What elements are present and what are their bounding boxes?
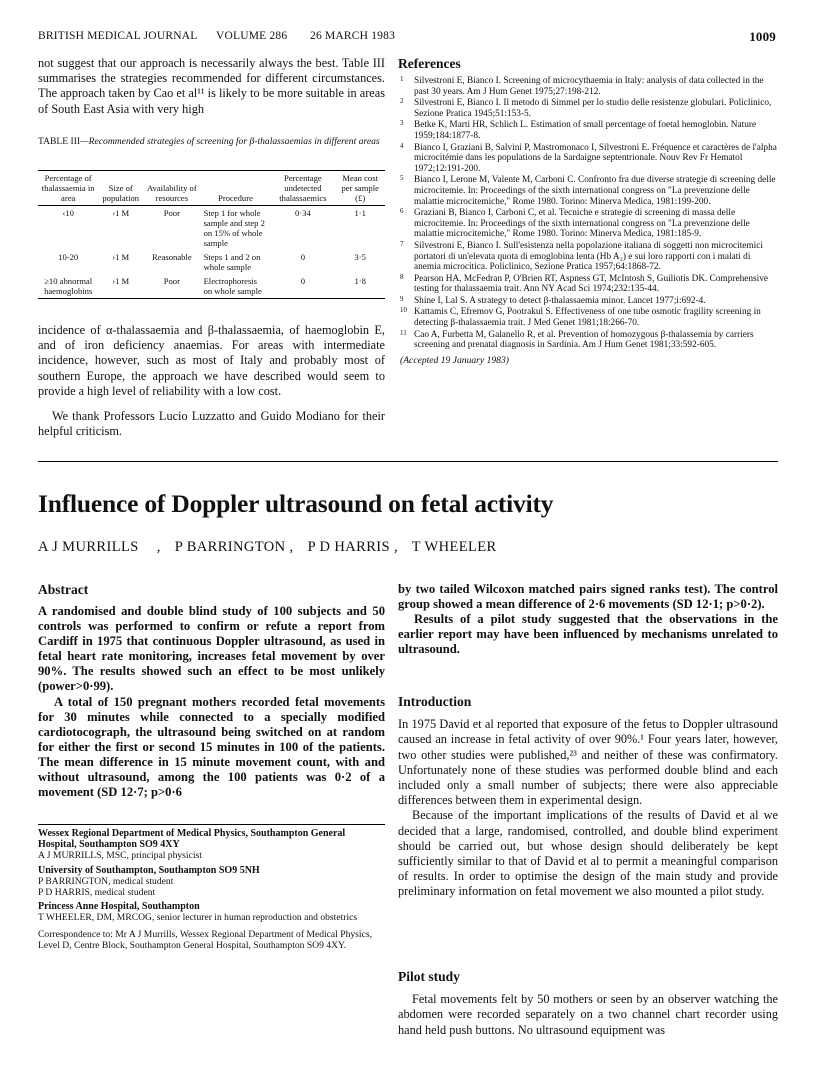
table-cell: 3·5 [354, 252, 366, 262]
table-cell: Step 1 for whole sample and step 2 on 15% of whole sample [203, 208, 265, 248]
reference-item [398, 98, 778, 119]
col-header: Procedure [201, 171, 271, 206]
person: A J MURRILLS, MSC, principal physicist [38, 850, 202, 862]
table-cell: Poor [163, 208, 180, 218]
reference-text: Silvestroni E, Bianco I. Sull'esistenza nella popolazione italiana di soggetti non microcitemici portatori di un'elevata quota di emoglobina lenta (Hb A₂) e sui loro rapporti con i malati di anemia microcitica. Policlinico, Sezione Pratica 1957;64:1868-72. [414, 240, 763, 273]
reference-item [398, 120, 778, 141]
reference-text: Bianco I, Graziani B, Salvini P, Mastromonaco I, Silvestroni E. Fréquence et caractères de l'alpha microcitémie dans les populations de la Sardaigne septentrionale. Nouv Rev Fr Hematol 1972;12:191-200. [414, 142, 777, 174]
strategy-table [38, 170, 385, 299]
reference-text: Graziani B, Bianco I, Carboni C, et al. Tecniche e strategie di screening di massa delle microcitemie. In: Proceedings of the sixth international congress on "La prevenzione delle malattie microcitemiche," Rome 1980. Torino: Minerva Medica, 1981:185-9. [414, 208, 750, 240]
table-cell: 0 [300, 252, 306, 262]
table-row [38, 250, 385, 274]
table-caption [38, 136, 385, 148]
issue-date: 26 MARCH 1983 [310, 30, 396, 42]
reference-number: 11 [400, 328, 407, 337]
col-header: Mean cost per sample (£) [335, 171, 385, 206]
col-header: Availability of resources [143, 171, 200, 206]
author: A J MURRILLS [38, 539, 139, 555]
col-header: Percentage undetected thalassaemics [270, 171, 335, 206]
abstract-section [38, 582, 385, 800]
table-cell: ≥10 abnormal haemoglobins [38, 274, 98, 299]
journal-volume: VOLUME 286 [216, 30, 288, 42]
pilot-study-section [398, 969, 778, 1038]
reference-item [398, 274, 778, 295]
affiliation [38, 865, 385, 899]
intro-para: In 1975 David et al reported that exposure of the fetus to Doppler ultrasound caused an increase in fetal activity of over 90%.¹ Four years later, however, two other studies were published,²³ and neither of these was confirmatory. Unfortunately none of these studies was performed double blind and each included only a small number of subjects; there were also appreciable differences between them in experimental design. [398, 717, 778, 808]
table-cell: Reasonable [152, 252, 192, 262]
affiliation [38, 828, 385, 862]
table-cell: 1·1 [354, 208, 366, 218]
abstract-heading: Abstract [38, 582, 89, 597]
abstract-continuation [398, 582, 778, 657]
reference-item [398, 76, 778, 97]
col-header: Size of population [98, 171, 143, 206]
article-title: Influence of Doppler ultrasound on fetal activity [38, 489, 554, 518]
author-list: A J MURRILLS , P BARRINGTON , P D HARRIS , T WHEELER [38, 539, 497, 555]
acknowledgements: We thank Professors Lucio Luzzatto and Guido Modiano for their helpful criticism. [38, 409, 385, 439]
page-number: 1009 [749, 29, 776, 44]
author: P BARRINGTON [174, 539, 286, 555]
col-header: Percentage of thalassaemia in area [38, 171, 98, 206]
references-list [398, 76, 778, 351]
reference-item [398, 296, 778, 307]
reference-item [398, 330, 778, 351]
institution: University of Southampton, Southampton SO9 5NH [38, 864, 260, 876]
person: T WHEELER, DM, MRCOG, senior lecturer in human reproduction and obstetrics [38, 912, 358, 924]
reference-number: 2 [400, 97, 404, 106]
table-row [38, 206, 385, 251]
reference-text: Betke K, Marti HR, Schlich L. Estimation of small percentage of foetal hemoglobin. Nature 1959;184:1877-8. [414, 120, 757, 141]
person: P BARRINGTON, medical student [38, 875, 174, 887]
table-cell: Poor [143, 274, 200, 299]
reference-number: 7 [400, 239, 404, 248]
table-cell: ›1 M [98, 274, 143, 299]
pilot-para: Fetal movements felt by 50 mothers or seen by an observer watching the abdomen were recorded separately on a two channel chart recorder using hand held push buttons. No ultrasound equipment was [398, 992, 778, 1037]
intro-para: Because of the important implications of the results of David et al we decided that a large, randomised, controlled, and double blind experiment should be carried out, but whose design should deliberately be kept sufficiently similar to that of David et al to permit a meaningful comparison of results. In order to optimise the design of the main study and provide preliminary information on fetal movement we also mounted a pilot study. [398, 808, 778, 899]
table-cell: Electrophoresis on whole sample [201, 274, 271, 299]
table-cell: ›1 M [112, 208, 130, 218]
table-cell: 10-20 [58, 252, 79, 262]
reference-number: 10 [400, 306, 407, 315]
reference-item [398, 208, 778, 240]
table-caption-label: TABLE III [38, 136, 81, 147]
table-cell: ›1 M [112, 252, 130, 262]
abstract-para: Results of a pilot study suggested that the observations in the earlier report may have been influenced by mechanisms unrelated to ultrasound. [398, 612, 778, 657]
reference-item [398, 241, 778, 273]
table-caption-text: —Recommended strategies of screening for β-thalassaemias in different areas [80, 136, 380, 147]
reference-text: Bianco I, Lerone M, Valente M, Carboni C. Confronto fra due diverse strategie di screening delle microcitemie. In: Proceedings of the sixth international congress on "La prevenzione delle malattie microcitemiche," Rome 1980. Torino: Minerva Medica, 1981:199-200. [414, 175, 776, 207]
references-section [398, 56, 778, 366]
affiliations-rule [38, 824, 385, 825]
prev-article-para1: not suggest that our approach is necessarily always the best. Table III summarises the strategies recommended for different circumstances. The approach taken by Cao et al¹¹ is likely to be more suitable in areas of South East Asia with very high [38, 56, 385, 116]
table-cell: 0 [270, 274, 335, 299]
table-header-row [38, 171, 385, 206]
reference-text: Cao A, Furbetta M, Galanello R, et al. Prevention of homozygous β-thalassemia by carriers screening and prenatal diagnosis in Sardinia. Am J Hum Genet 1981;33:592-605. [414, 329, 754, 351]
reference-item [398, 175, 778, 207]
reference-number: 9 [400, 294, 404, 303]
reference-text: Kattamis C, Efremov G, Pootrakul S. Effectiveness of one tube osmotic fragility screening in detecting β-thalassaemia trait. J Med Genet 1981;18:266-70. [414, 307, 761, 329]
abstract-para: A total of 150 pregnant mothers recorded fetal movements for 30 minutes while connected to a specially modified cardiotocograph, the ultrasound being switched on at random for either the first or second 15 minutes in 100 of the patients. The mean difference in 15 minute movement count, with and without ultrasound, among the 100 patients was 0·2 of a movement (SD 12·7; p>0·6 [38, 694, 385, 800]
reference-text: Shine I, Lal S. A strategy to detect β-thalassaemia minor. Lancet 1977;i:692-4. [414, 295, 706, 306]
reference-number: 6 [400, 207, 404, 216]
table-cell: Steps 1 and 2 on whole sample [203, 252, 261, 272]
person: P D HARRIS, medical student [38, 887, 156, 899]
institution: Wessex Regional Department of Medical Physics, Southampton General Hospital, Southampton SO9 4XY [38, 828, 346, 851]
reference-text: Silvestroni E, Bianco I. Il metodo di Simmel per lo studio delle resistenze globulari. Policlinico, Sezione Pratica 1945;51:153-5. [414, 98, 772, 119]
accepted-date: (Accepted 19 January 1983) [400, 354, 509, 366]
reference-number: 1 [400, 75, 404, 83]
reference-number: 8 [400, 272, 404, 281]
table-iii [38, 170, 385, 299]
affiliation [38, 901, 385, 923]
prev-article-para2: incidence of α-thalassaemia and β-thalassaemia, of haemoglobin E, and of iron deficiency anaemias. For areas with intermediate incidence, however, such as most of Italy and probably most of southern Europe, the approach we have described would seem to provide a high level of reliability with a low cost. [38, 323, 385, 398]
reference-item [398, 143, 778, 175]
reference-item [398, 307, 778, 328]
table-row [38, 274, 385, 299]
abstract-para: A randomised and double blind study of 100 subjects and 50 controls was performed to confirm or refute a report from Cardiff in 1975 that continuous Doppler ultrasound, as used in fetal heart rate monitoring, increases fetal movement by over 90%. The results showed such an effect to be most unlikely (power>0·99). [38, 604, 385, 694]
author: T WHEELER [411, 539, 497, 555]
reference-number: 4 [400, 141, 404, 150]
running-header [38, 30, 776, 46]
introduction-section [398, 694, 778, 900]
affiliations [38, 828, 385, 951]
references-heading: References [398, 56, 461, 71]
table-cell: 1·8 [335, 274, 385, 299]
institution: Princess Anne Hospital, Southampton [38, 901, 200, 913]
article-divider [38, 461, 778, 462]
author: P D HARRIS [307, 539, 390, 555]
pilot-study-heading: Pilot study [398, 969, 460, 984]
abstract-para: by two tailed Wilcoxon matched pairs signed ranks test). The control group showed a mean difference of 2·6 movements (SD 12·1; p>0·2). [398, 582, 778, 612]
reference-text: Silvestroni E, Bianco I. Screening of microcythaemia in Italy: analysis of data collected in the past 30 years. Am J Hum Genet 1975;27:198-212. [414, 76, 764, 97]
correspondence: Correspondence to: Mr A J Murrills, Wessex Regional Department of Medical Physics, Level D, Centre Block, Southampton General Hospital, Southampton SO9 4XY. [38, 928, 372, 951]
table-cell: ‹10 [62, 208, 74, 218]
reference-text: Pearson HA, McFedran P, O'Brien RT, Aspness GT, McIntosh S, Guiliotis DK. Comprehensive testing for thalassaemia trait. Ann NY Acad Sci 1974;232:135-44. [414, 273, 769, 295]
reference-number: 3 [400, 119, 404, 128]
table-cell: 0·34 [295, 208, 311, 218]
journal-name: BRITISH MEDICAL JOURNAL [38, 30, 198, 42]
introduction-heading: Introduction [398, 694, 472, 709]
reference-number: 5 [400, 174, 404, 183]
